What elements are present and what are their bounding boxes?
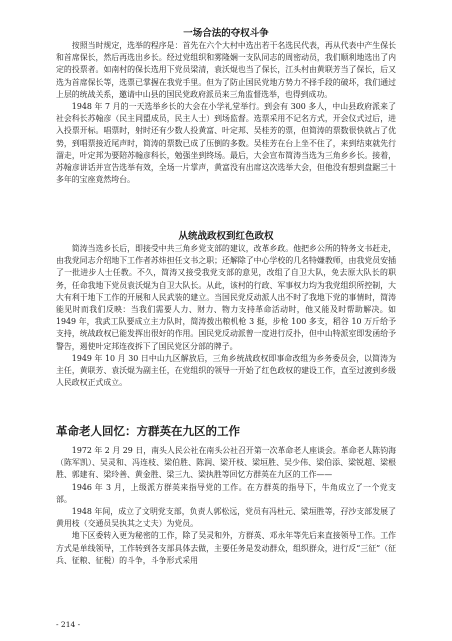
paragraph: 1946 年 3 月，上级派方群英来指导党的工作。在方群英的指导下，牛角成立了一个党支部。 (56, 482, 396, 504)
section-title: 从统战政权到红色政权 (178, 231, 274, 242)
paragraph: 1948 年 7 月的一天选举乡长的大会在小学礼堂举行。到会有 300 多人，中山县政府派来了社会科长苏翰彦（民主同盟成员，民主人士）到场监督。选票采用不记名方式，开会仪式过后，进入投票开标。唱票时，射时还有少数人投黄富、叶定邦、吴桂芳的票，但简涛的票数很快就占了优势，到唱票接近尾声时，简涛的票数已成了压倒的多数。吴桂芳在台上坐不住了，来到结束就先行溜走，叶定邦为要陪苏翰彦科长，勉强坐到终场。最后，大会宣布简涛当选为三角乡乡长。接着，苏翰彦讲话并宣告选举有效，全场一片掌声，黄富没有出席这次选举大会，但他没有想到盘踞三十多年的宝座竟然垮台。 (56, 102, 396, 185)
page-number: - 214 - (56, 620, 81, 629)
section-votes (56, 27, 396, 186)
paragraph: 1948 年间，成立了文明党支部，负责人郭松远，党员有冯杜元、梁垣胜等，孖沙支部发展了黄用枝（交通员吴执其之丈夫）为党员。 (56, 507, 396, 529)
chapter-title: 革命老人回忆：方群英在九区的工作 (56, 424, 240, 438)
section-title: 一场合法的夺权斗争 (183, 28, 269, 39)
chapter-recollection (56, 423, 396, 567)
paragraph: 1949 年 10 月 30 日中山九区解放后，三角乡统战政权即事命改组为乡务委员会，以简涛为主任，黄联芳、袁沃焜为副主任，在党组织的领导一开始了红色政权的建设工作，直至过渡到乡级人民政权正式成立。 (56, 353, 396, 388)
paragraph: 按照当时规定，选举的程序是：首先在六个大村中选出若干名选民代表，再从代表中产生保长和首席保长，然后再选出乡长。经过党组织和雾隆娴一支队同志的周密动员，我们顺利地选出了内定的投票者。如南村的保长选用下党员梁清，袁沃焜也当了保长，江头村由黄联芳当了保长，后又选为首席保长等，选票已掌握在我党手里。但为了防止国民党地方势力不择手段的破坏，我们通过上层的统战关系，邀请中山县的国民党政府派员来三角监督选举，也得到成功。 (56, 41, 396, 99)
paragraph: 地下区委转入更为秘密的工作，除了吴灵和外，方群英、邓永年等先后来直接领导工作。工作方式是单线领导，工作转到各支部具体去做，主要任务是发动群众，组织群众，进行反“三征”（征兵、征粮、征税）的斗争，斗争形式采用 (56, 531, 396, 565)
paragraph: 简涛当选乡长后，即接受中共三角乡党支部的建议，改革乡政。他把乡公所的特务文书赶走，由我党同志介绍地下工作者苏炜担任文书之职；还解除了中心学校的几名特嫌教师，由我党员安插了一批进步人士任教。不久，简涛又接受我党支部的意见，改组了自卫大队，免去原大队长的职务，任命我地下党员袁沃焜为自卫大队长。从此，该村的行政、军事权力均为我党组织所控制，大大有利于地下工作的开展和人民武装的建立。当国民党反动派人出不时了我地下党的事情时，简涛能见时而我们反映：当我们需要人力、财力、物力支持革命活动时，他又能及时帮助解决。如1949 年，我武工队要成立主力队时，简涛拨出粮机枪 3 挺，步枪 100 多支，稻谷 10 万斤给予支持，统战政权已能发挥出很好的作用。国民党反动派曾一度进行反扑，但中山特派室即发函给予警告，遏使叶定邦连夜拆下了国民党区分部的牌子。 (56, 244, 396, 351)
paragraph: 1972 年 2 月 29 日，南头人民公社在南头公社召开第一次革命老人座谈会。革命老人陈钧海（陈军凯）、吴灵和、冯连枝、梁伯胜、陈润、梁开枝、梁垣胜、吴少伟、梁伯添、梁锐超、梁根胜、郭建有、梁玲善、黄金胜、梁三九、梁执胜等回忆方群英在九区的工作—— (56, 446, 396, 480)
section-regime (56, 230, 396, 389)
